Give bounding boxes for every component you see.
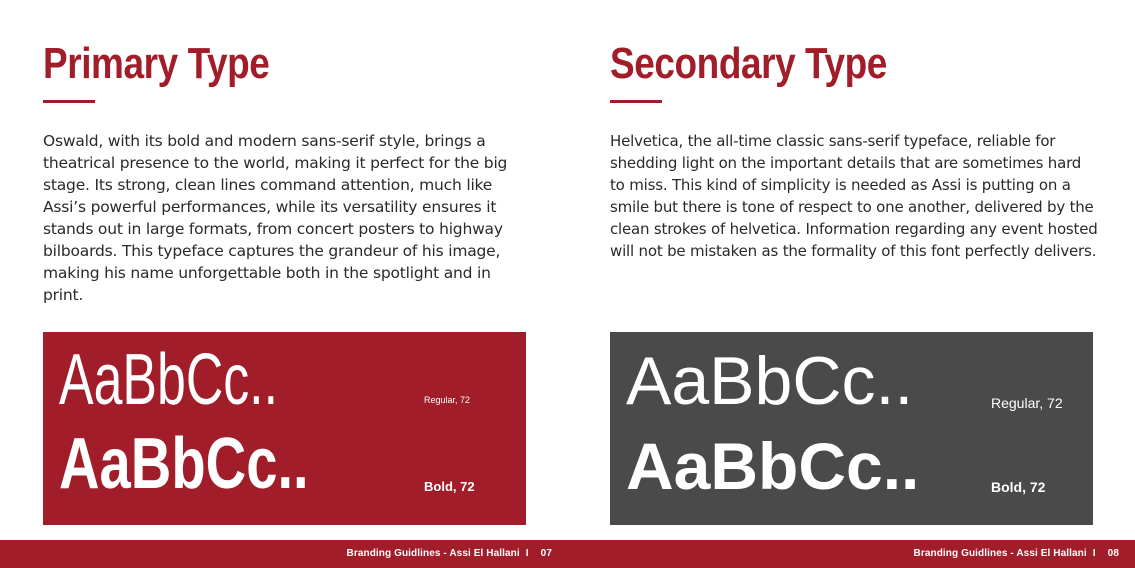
footer-right-page-number: 08 xyxy=(1107,548,1119,559)
footer-left-separator: I xyxy=(525,548,529,559)
footer-right-title: Branding Guidlines - Assi El Hallani xyxy=(913,548,1087,559)
secondary-type-description: Helvetica, the all-time classic sans-serif typeface, reliable for shedding light on the important details that are sometimes hard to miss. This kind of simplicity is needed as Assi is putting on a smile but there is tone of respect to one another, delivered by the clean strokes of helvetica. Information regarding any event hosted will not be mistaken as the formality of this font perfectly delivers. xyxy=(610,132,1098,260)
primary-title-underline xyxy=(43,100,95,103)
primary-label-regular: Regular, 72 xyxy=(424,395,471,405)
footer-right xyxy=(914,548,1119,559)
primary-specimen-regular: AaBbCc.. xyxy=(59,340,278,420)
secondary-label-regular: Regular, 72 xyxy=(991,395,1063,411)
secondary-specimen-bold: AaBbCc.. xyxy=(626,429,920,503)
secondary-specimen-regular: AaBbCc.. xyxy=(626,343,914,419)
footer-bar xyxy=(0,540,1135,568)
secondary-specimen-panel xyxy=(610,332,1093,525)
footer-right-separator: I xyxy=(1092,548,1096,559)
primary-label-bold: Bold, 72 xyxy=(424,479,475,494)
primary-type-title: Primary Type xyxy=(43,39,270,88)
primary-type-description: Oswald, with its bold and modern sans-serif style, brings a theatrical presence to the world, making it perfect for the big stage. Its strong, clean lines command attention, much like Assi’s powerful performances, while its versatility ensures it stands out in large formats, from concert posters to highway bilboards. This typeface captures the grandeur of his image, making his name unforgettable both in the spotlight and in print. xyxy=(43,132,508,304)
secondary-title-underline xyxy=(610,100,662,103)
primary-specimen-bold: AaBbCc.. xyxy=(59,424,309,504)
footer-left-title: Branding Guidlines - Assi El Hallani xyxy=(346,548,520,559)
footer-left-page-number: 07 xyxy=(540,548,552,559)
secondary-label-bold: Bold, 72 xyxy=(991,479,1046,495)
secondary-type-title: Secondary Type xyxy=(610,39,887,88)
primary-specimen-panel xyxy=(43,332,526,525)
footer-left xyxy=(347,548,552,559)
